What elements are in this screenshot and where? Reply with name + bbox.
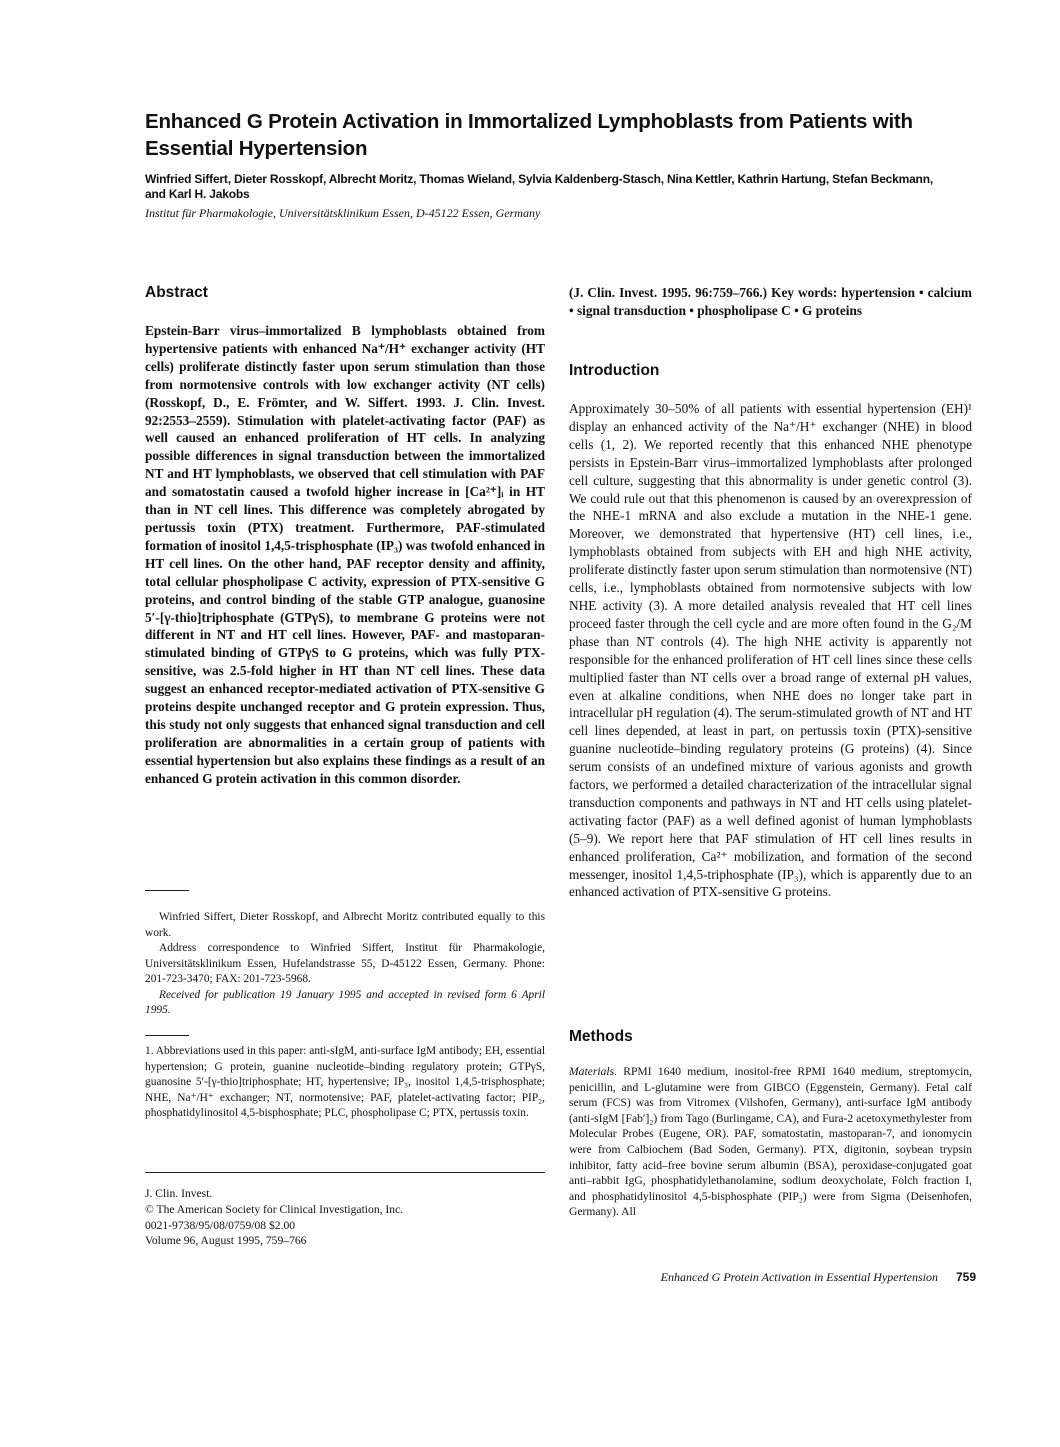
materials-label: Materials. [569,1065,617,1078]
page-number: 759 [955,1270,976,1284]
abbreviation-divider [145,1035,189,1036]
contribution-note: Winfried Siffert, Dieter Rosskopf, and Albrecht Moritz contributed equally to this work. [145,911,545,939]
footnote-block [145,910,545,1019]
citation-keywords: (J. Clin. Invest. 1995. 96:759–766.) Key words: hypertension • calcium • signal transduction • phospholipase C • G proteins [569,285,972,318]
article-title: Enhanced G Protein Activation in Immortalized Lymphoblasts from Patients with Essential Hypertension [145,110,913,160]
abstract-heading: Abstract [145,284,208,301]
materials-paragraph [569,1064,972,1220]
journal-name: J. Clin. Invest. [145,1187,213,1200]
volume-info: Volume 96, August 1995, 759–766 [145,1234,307,1248]
journal-divider [145,1172,545,1173]
affiliation: Institut für Pharmakologie, Universitätsklinikum Essen, D-45122 Essen, Germany [145,206,541,220]
received-note: Received for publication 19 January 1995 and accepted in revised form 6 April 1995. [145,988,545,1016]
journal-info [145,1186,545,1249]
introduction-heading: Introduction [569,362,660,379]
correspondence-note: Address correspondence to Winfried Siffert, Institut für Pharmakologie, Universitätsklinikum Essen, Hufelandstrasse 55, D-45122 Essen, Germany. Phone: 201-723-3470; FAX: 201-723-5968. [145,942,545,985]
running-footer [596,1270,976,1285]
author-list: Winfried Siffert, Dieter Rosskopf, Albrecht Moritz, Thomas Wieland, Sylvia Kaldenberg-Stasch, Nina Kettler, Kathrin Hartung, Stefan Beckmann, and Karl H. Jakobs [145,172,933,201]
introduction-text: Approximately 30–50% of all patients with essential hypertension (EH)¹ display an enhanced activity of the Na⁺/H⁺ exchanger (NHE) in blood cells (1, 2). We reported recently that this enhanced NHE phenotype persists in Epstein-Barr virus–immortalized lymphoblasts after prolonged cell culture, suggesting that this abnormality is under genetic control (3). We could rule out that this phenomenon is caused by an overexpression of the NHE-1 mRNA and also exclude a mutation in the NHE-1 gene. Moreover, we demonstrated that hypertensive (HT) cell lines, i.e., lymphoblasts obtained from subjects with EH and high NHE activity, proliferate distinctly faster upon serum stimulation than normotensive (NT) cells, i.e., lymphoblasts obtained from normotensive subjects with low NHE activity (3). A more detailed analysis revealed that HT cell lines proceed faster through the cell cycle and are more often found in the G₂/M phase than NT controls (4). The high NHE activity is apparently not responsible for the enhanced proliferation of HT cell lines since these cells multiplied faster than NT cells over a broad range of external pH values, even at alkaline conditions, when NHE does no longer take part in intracellular pH regulation (4). The serum-stimulated growth of NT and HT cell lines depended, at least in part, on pertussis toxin (PTX)-sensitive guanine nucleotide–binding regulatory proteins (G proteins) (4). Since serum consists of an undefined mixture of various agonists and growth factors, we performed a detailed characterization of the intracellular signal transduction components and pathways in NT and HT cells using platelet-activating factor (PAF) as a well defined agonist of human lymphoblasts (5–9). We report here that PAF stimulation of HT cell lines results in enhanced proliferation, Ca²⁺ mobilization, and formation of the second messenger, inositol 1,4,5-triphosphate (IP₃), which is apparently due to an enhanced activation of PTX-sensitive G proteins. [569,401,972,900]
footnote-divider [145,890,189,891]
abstract-text: Epstein-Barr virus–immortalized B lymphoblasts obtained from hypertensive patients with enhanced Na⁺/H⁺ exchanger activity (HT cells) proliferate distinctly faster upon serum stimulation than those from normotensive controls with low exchanger activity (NT cells) (Rosskopf, D., E. Frömter, and W. Siffert. 1993. J. Clin. Invest. 92:2553–2559). Stimulation with platelet-activating factor (PAF) as well caused an enhanced proliferation of HT cells. In analyzing possible differences in signal transduction between the immortalized NT and HT lymphoblasts, we observed that cell stimulation with PAF and somatostatin caused a twofold higher increase in [Ca²⁺]ᵢ in HT than in NT cell lines. This difference was completely abrogated by pertussis toxin (PTX) treatment. Furthermore, PAF-stimulated formation of inositol 1,4,5-trisphosphate (IP₃) was twofold enhanced in HT cell lines. On the other hand, PAF receptor density and affinity, total cellular phospholipase C activity, expression of PTX-sensitive G proteins, and control binding of the stable GTP analogue, guanosine 5′-[γ-thio]triphosphate (GTPγS), to membrane G proteins were not different in NT and HT cell lines. However, PAF- and mastoparan-stimulated binding of GTPγS to G proteins, which was fully PTX-sensitive, was 2.5-fold higher in HT than NT cell lines. These data suggest an enhanced receptor-mediated activation of PTX-sensitive G proteins despite unchanged receptor and G protein expression. Thus, this study not only suggests that enhanced signal transduction and cell proliferation are abnormalities in a certain group of patients with essential hypertension but also explains these findings as a result of an enhanced G protein activation in this common disorder. [145,323,545,786]
materials-text: RPMI 1640 medium, inositol-free RPMI 1640 medium, streptomycin, penicillin, and L-glutamine were from GIBCO (Eggenstein, Germany). Fetal calf serum (FCS) was from Vitromex (Vilshofen, Germany), anti-surface IgM antibody (anti-sIgM [Fab′]₂) from Tago (Burlingame, CA), and Fura-2 acetoxymethylester from Molecular Probes (Eugene, OR). PAF, somatostatin, mastoparan-7, and ionomycin were from Calbiochem (Bad Soden, Germany). PTX, digitonin, soybean trypsin inhibitor, fatty acid–free bovine serum albumin (BSA), peroxidase-conjugated goat anti–rabbit IgG, phosphatidylethanolamine, sodium deoxycholate, Folch fraction I, and phosphatidylinositol 4,5-bisphosphate (PIP₂) were from Sigma (Deisenhofen, Germany). All [569,1065,972,1219]
copyright: © The American Society for Clinical Investigation, Inc. [145,1202,404,1216]
issn-price: 0021-9738/95/08/0759/08 $2.00 [145,1218,296,1232]
running-title: Enhanced G Protein Activation in Essential Hypertension [660,1270,938,1284]
methods-heading: Methods [569,1028,633,1045]
abbreviations-footnote: 1. Abbreviations used in this paper: anti-sIgM, anti-surface IgM antibody; EH, essential hypertension; G protein, guanine nucleotide–binding regulatory protein; GTPγS, guanosine 5′-[γ-thio]triphosphate; HT, hypertensive; IP₃, inositol 1,4,5-trisphosphate; NHE, Na⁺/H⁺ exchanger; NT, normotensive; PAF, platelet-activating factor; PIP₂, phosphatidylinositol 4,5-bisphosphate; PLC, phospholipase C; PTX, pertussis toxin. [145,1045,545,1119]
